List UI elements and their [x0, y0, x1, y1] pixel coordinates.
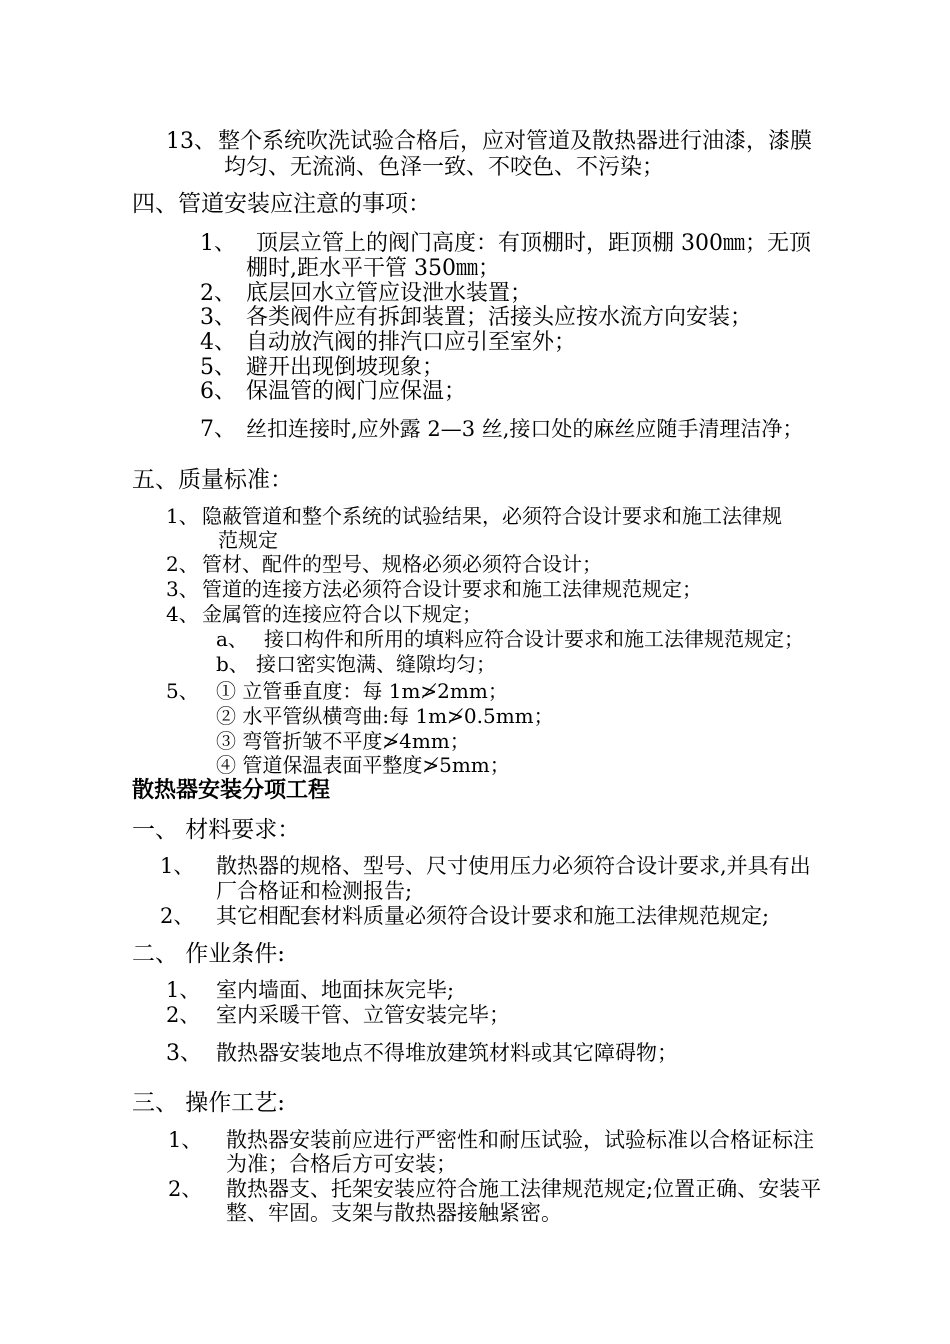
- item-text: 整个系统吹洗试验合格后，应对管道及散热器进行油漆，漆膜: [218, 129, 813, 154]
- item-number: 13、: [166, 129, 216, 154]
- item-number: 1、: [168, 1128, 203, 1152]
- item-text: 底层回水立管应设泄水装置；: [246, 281, 533, 306]
- item-number: 4、: [166, 602, 199, 626]
- item-number: 2、: [166, 552, 199, 576]
- item-number: 7、: [200, 417, 236, 442]
- item-number: 1、: [200, 231, 236, 256]
- section-heading: 五、质量标准：: [132, 467, 293, 493]
- measurement-line: ① 立管垂直度：每 1m≯2mm；: [216, 679, 508, 703]
- item-number: 6、: [200, 379, 236, 404]
- item-text: 散热器安装地点不得堆放建筑材料或其它障碍物；: [216, 1041, 678, 1065]
- item-text: 管材、配件的型号、规格必须必须符合设计；: [202, 552, 602, 576]
- item-number: 1、: [166, 504, 199, 528]
- section-title: 散热器安装分项工程: [132, 778, 331, 803]
- item-number: 4、: [200, 330, 236, 355]
- item-number: 3、: [200, 305, 236, 330]
- item-text: 避开出现倒坡现象；: [246, 355, 445, 380]
- item-text: 厂合格证和检测报告;: [216, 879, 413, 903]
- measurement-line: ③ 弯管折皱不平度≯4mm；: [216, 729, 470, 753]
- sub-item-text: 接口密实饱满、缝隙均匀；: [256, 652, 496, 676]
- item-number: 2、: [166, 1003, 201, 1027]
- item-number: 2、: [160, 904, 195, 928]
- item-text: 为准；合格后方可安装；: [226, 1152, 457, 1176]
- sub-item-label: b、: [216, 652, 249, 676]
- item-text: 金属管的连接应符合以下规定；: [202, 602, 482, 626]
- item-number: 2、: [200, 281, 236, 306]
- item-text: 室内采暖干管、立管安装完毕；: [216, 1003, 510, 1027]
- sub-item-label: a、: [216, 627, 248, 651]
- item-text: 顶层立管上的阀门高度：有顶棚时，距顶棚 300㎜；无顶: [256, 231, 811, 256]
- item-text: 均匀、无流淌、色泽一致、不咬色、不污染；: [224, 155, 665, 180]
- section-heading: 三、 操作工艺:: [132, 1090, 286, 1116]
- item-number: 3、: [166, 577, 199, 601]
- item-text: 隐蔽管道和整个系统的试验结果，必须符合设计要求和施工法律规: [202, 504, 782, 528]
- sub-item-text: 接口构件和所用的填料应符合设计要求和施工法律规范规定；: [264, 627, 804, 651]
- item-number: 3、: [166, 1041, 202, 1066]
- item-number: 5、: [166, 679, 199, 703]
- item-text: 丝扣连接时,应外露 2—3 丝,接口处的麻丝应随手清理洁净；: [246, 417, 804, 441]
- item-number: 2、: [168, 1177, 203, 1201]
- item-text: 散热器安装前应进行严密性和耐压试验，试验标准以合格证标注: [226, 1128, 814, 1152]
- item-number: 1、: [166, 978, 201, 1002]
- item-text: 其它相配套材料质量必须符合设计要求和施工法律规范规定;: [216, 904, 770, 928]
- measurement-line: ④ 管道保温表面平整度≯5mm；: [216, 753, 510, 777]
- item-text: 散热器的规格、型号、尺寸使用压力必须符合设计要求,并具有出: [216, 854, 811, 878]
- item-number: 5、: [200, 355, 236, 380]
- section-heading: 二、 作业条件:: [132, 941, 286, 967]
- item-text: 各类阀件应有拆卸装置；活接头应按水流方向安装；: [246, 305, 753, 330]
- section-heading: 四、管道安装应注意的事项：: [132, 191, 431, 217]
- item-text: 室内墙面、地面抹灰完毕;: [216, 978, 455, 1002]
- item-text: 保温管的阀门应保温；: [246, 379, 467, 404]
- section-heading: 一、 材料要求：: [132, 817, 301, 843]
- item-text: 散热器支、托架安装应符合施工法律规范规定;位置正确、安装平: [226, 1177, 822, 1201]
- item-text: 管道的连接方法必须符合设计要求和施工法律规范规定；: [202, 577, 702, 601]
- item-text: 整、牢固。支架与散热器接触紧密。: [226, 1201, 562, 1225]
- item-text: 棚时,距水平干管 350㎜；: [246, 256, 500, 281]
- item-text: 自动放汽阀的排汽口应引至室外；: [246, 330, 577, 355]
- item-text: 范规定: [218, 528, 278, 552]
- item-number: 1、: [160, 854, 195, 878]
- measurement-line: ② 水平管纵横弯曲:每 1m≯0.5mm；: [216, 704, 554, 728]
